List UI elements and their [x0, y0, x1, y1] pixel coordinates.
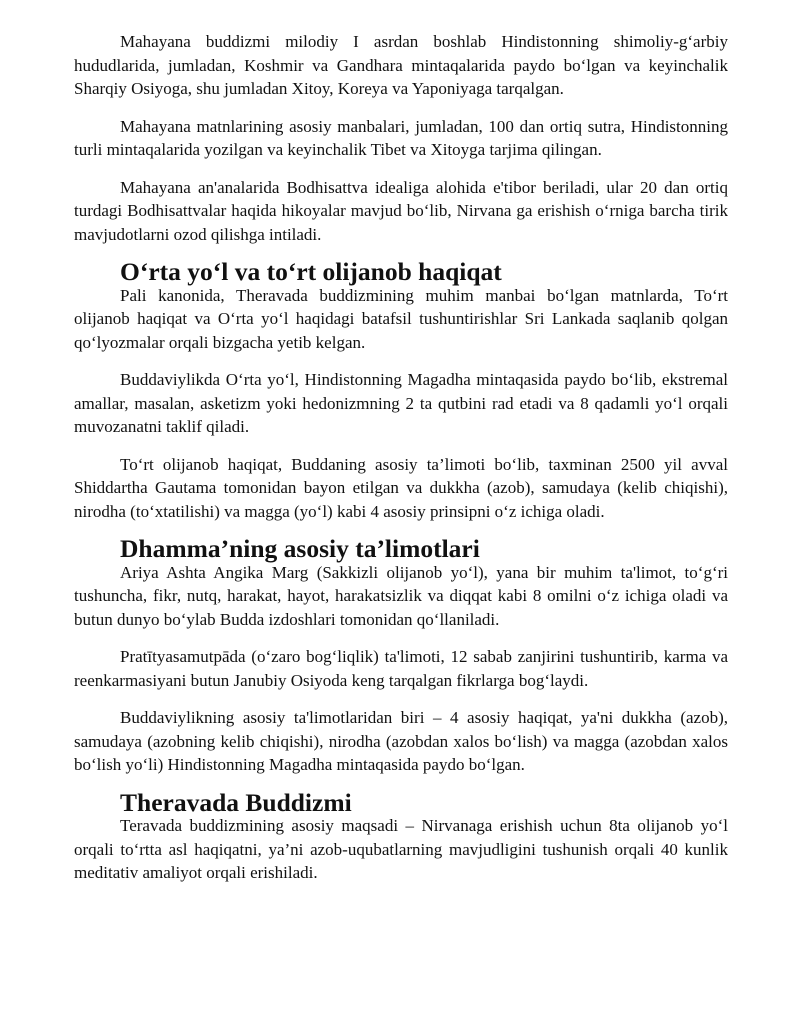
paragraph-middle-way: Buddaviylikda O‘rta yo‘l, Hindistonning Magadha mintaqasida paydo bo‘lib, ekstremal amallar, masalan, asketizm yoki hedonizmning 2 ta qutbini rad etadi va 8 qadamli yo‘l orqali muvozanatni taklif qiladi. — [74, 370, 728, 436]
paragraph-mahayana-origin: Mahayana buddizmi milodiy I asrdan boshlab Hindistonning shimoliy-g‘arbiy hududlarida, jumladan, Koshmir va Gandhara mintaqalarida paydo bo‘lgan va keyinchalik Sharqiy Osiyoga, shu jumladan Xitoy, Koreya va Yaponiyaga tarqalgan. — [74, 32, 728, 98]
section-heading-middle-way: O‘rta yo‘l va to‘rt olijanob haqiqat — [120, 257, 502, 286]
paragraph-bodhisattva: Mahayana an'analarida Bodhisattva idealiga alohida e'tibor beriladi, ular 20 dan ortiq turdagi Bodhisattvalar haqida hikoyalar mavjud bo‘lib, Nirvana ga erishish o‘rniga barcha tirik mavjudotlarni ozod qilishga intiladi. — [74, 177, 728, 244]
paragraph-pali-canon: Pali kanonida, Theravada buddizmining muhim manbai bo‘lgan matnlarda, To‘rt olijanob haqiqat va O‘rta yo‘l haqidagi batafsil tushuntirishlar Sri Lankada saqlanib qolgan qo‘lyozmalar orqali bizgacha yetib kelgan. — [74, 285, 728, 352]
paragraph-mahayana-sources: Mahayana matnlarining asosiy manbalari, jumladan, 100 dan ortiq sutra, Hindistonning turli mintaqalarida yozilgan va keyinchalik Tibet va Xitoyga tarjima qilingan. — [74, 116, 728, 159]
section-heading-dhamma: Dhamma’ning asosiy ta’limotlari — [120, 534, 480, 563]
paragraph-four-truths: To‘rt olijanob haqiqat, Buddaning asosiy ta’limoti bo‘lib, taxminan 2500 yil avval Shiddartha Gautama tomonidan bayon etilgan va dukkha (azob), samudaya (kelib chiqishi), nirodha (to‘xtatilishi) va magga (yo‘l) kabi 4 asosiy prinsipni o‘z ichiga oladi. — [74, 454, 728, 521]
paragraph-theravada-goal: Teravada buddizmining asosiy maqsadi – Nirvanaga erishish uchun 8ta olijanob yo‘l orqali to‘rtta asl haqiqatni, ya’ni azob-uqubatlarning mavjudligini tushunish orqali 40 kunlik meditativ amaliyot orqali erishiladi. — [74, 816, 728, 882]
section-heading-theravada: Theravada Buddizmi — [120, 787, 352, 817]
paragraph-pratityasamutpada: Pratītyasamutpāda (o‘zaro bog‘liqlik) ta'limoti, 12 sabab zanjirini tushuntirib, karma va reenkarmasiyani butun Janubiy Osiyoda keng tarqalgan fikrlarga bog‘laydi. — [74, 647, 728, 690]
paragraph-four-main-truths: Buddaviylikning asosiy ta'limotlaridan biri – 4 asosiy haqiqat, ya'ni dukkha (azob), samudaya (azobning kelib chiqishi), nirodha (azobdan xalos bo‘lish) va magga (azobdan xalos bo‘lish yo‘li) Hindistonning Magadha mintaqasida paydo bo‘lgan. — [74, 708, 728, 774]
paragraph-eightfold-path: Ariya Ashta Angika Marg (Sakkizli olijanob yo‘l), yana bir muhim ta'limot, to‘g‘ri tushuncha, fikr, nutq, harakat, hayot, harakatsizlik va diqqat kabi 8 omilni o‘z ichiga oladi va butun dunyo bo‘ylab Budda izdoshlari tomonidan qo‘llaniladi. — [74, 562, 728, 629]
